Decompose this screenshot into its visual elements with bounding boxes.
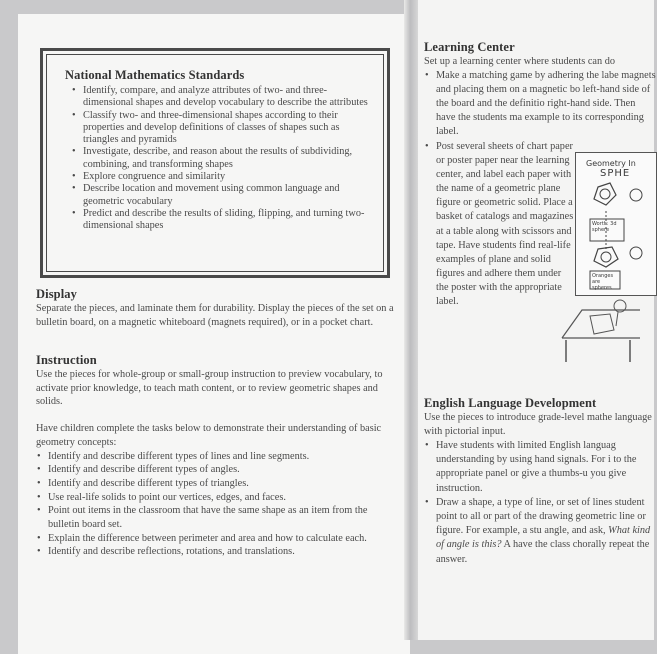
standards-item: • Classify two- and three-dimensional shapes according to their properties and develop definitions of classes of shapes such as triangles and pyramids — [71, 110, 369, 147]
task-item: • Explain the difference between perimeter and area and how to calculate each. — [36, 532, 396, 546]
geometry-poster-illustration — [575, 152, 657, 296]
ell-item2-text-b: A have the class chorally repeat the answer. — [436, 539, 650, 565]
display-section — [36, 287, 396, 329]
learning-center-section — [424, 40, 656, 140]
learning-center-list — [424, 69, 656, 139]
learning-center-heading: Learning Center — [424, 40, 515, 54]
poster-label-1: Worth: 3d sphere — [592, 221, 617, 233]
ell-item-2 — [424, 496, 656, 567]
learning-center-item: • Post several sheets of chart paper or poster paper near the learning center, and label each paper with the name of a geometric plane figure or geometric solid. Place a basket of catalogs and magazines at a table along with scissors and tape. Have students find real-life examples of plane and solid figures and adhere them under the poster with the appropriate label. — [424, 140, 574, 309]
task-item: • Point out items in the classroom that have the same shape as an item from the bulletin board set. — [36, 504, 396, 531]
task-item: • Use real-life solids to point our vertices, edges, and faces. — [36, 491, 396, 505]
poster-subtitle: SPHE — [600, 168, 631, 179]
instruction-heading: Instruction — [36, 353, 97, 367]
classroom-table-sketch — [560, 296, 640, 366]
ell-section — [424, 396, 652, 567]
standards-list — [65, 85, 369, 233]
ell-item2-question: What kind of angle is this? — [436, 525, 651, 551]
book-gutter — [404, 0, 418, 640]
standards-item: • Identify, compare, and analyze attributes of two- and three-dimensional shapes and develop vocabulary to describe the attributes — [71, 85, 369, 110]
standards-item: • Predict and describe the results of sliding, flipping, and turning two-dimensional shapes — [71, 208, 369, 233]
standards-item: • Explore congruence and similarity — [71, 171, 369, 183]
learning-center-item: • Make a matching game by adhering the labe magnets and placing them on a magnetic bo left-hand side of the board and the definitio right-hand side. Then have the students ma example to its corresponding label. — [424, 69, 656, 139]
standards-inner-frame — [46, 54, 384, 272]
ell-list — [424, 439, 651, 567]
standards-title: National Mathematics Standards — [65, 68, 245, 82]
standards-item: • Describe location and movement using common language and geometric vocabulary — [71, 183, 369, 208]
ell-item: • Have students with limited English languag understanding by using hand signals. For i to the appropriate panel or give a thumbs-u you give instruction. — [424, 439, 656, 496]
learning-center-list-2 — [424, 140, 574, 309]
learning-center-item2 — [424, 140, 574, 309]
instruction-body: Use the pieces for whole-group or small-group instruction to preview vocabulary, to activate prior knowledge, to teach math content, or to review geometric shapes and solids. — [36, 369, 383, 408]
task-item: • Identify and describe different types of triangles. — [36, 477, 396, 491]
standards-item: • Investigate, describe, and reason about the results of subdividing, combining, and transforming shapes — [71, 146, 369, 171]
task-item: • Identify and describe different types of angles. — [36, 463, 396, 477]
instruction-intro: Have children complete the tasks below to demonstrate their understanding of basic geometry concepts: — [36, 423, 382, 448]
display-body: Separate the pieces, and laminate them for durability. Display the pieces of the set on a bulletin board, on a magnetic whiteboard (magnets required), or in a pocket chart. — [36, 303, 394, 328]
ell-intro: Use the pieces to introduce grade-level mathe language with pictorial input. — [424, 412, 652, 437]
poster-title: Geometry In — [586, 159, 636, 168]
ell-item2-text-a: Draw a shape, a type of line, or set of lines student point to all or part of the drawing geometric line or figure. For example, a stu angle, and ask, — [436, 496, 646, 537]
display-heading: Display — [36, 287, 77, 301]
task-item: • Identify and describe different types of lines and line segments. — [36, 450, 396, 464]
standards-box — [40, 48, 390, 278]
task-item: • Identify and describe reflections, rotations, and translations. — [36, 545, 396, 559]
ell-heading: English Language Development — [424, 396, 597, 410]
poster-label-2: Oranges are spheres — [592, 273, 614, 291]
instruction-task-list — [36, 450, 396, 560]
instruction-section — [36, 353, 396, 559]
learning-center-intro: Set up a learning center where students can do — [424, 56, 615, 67]
